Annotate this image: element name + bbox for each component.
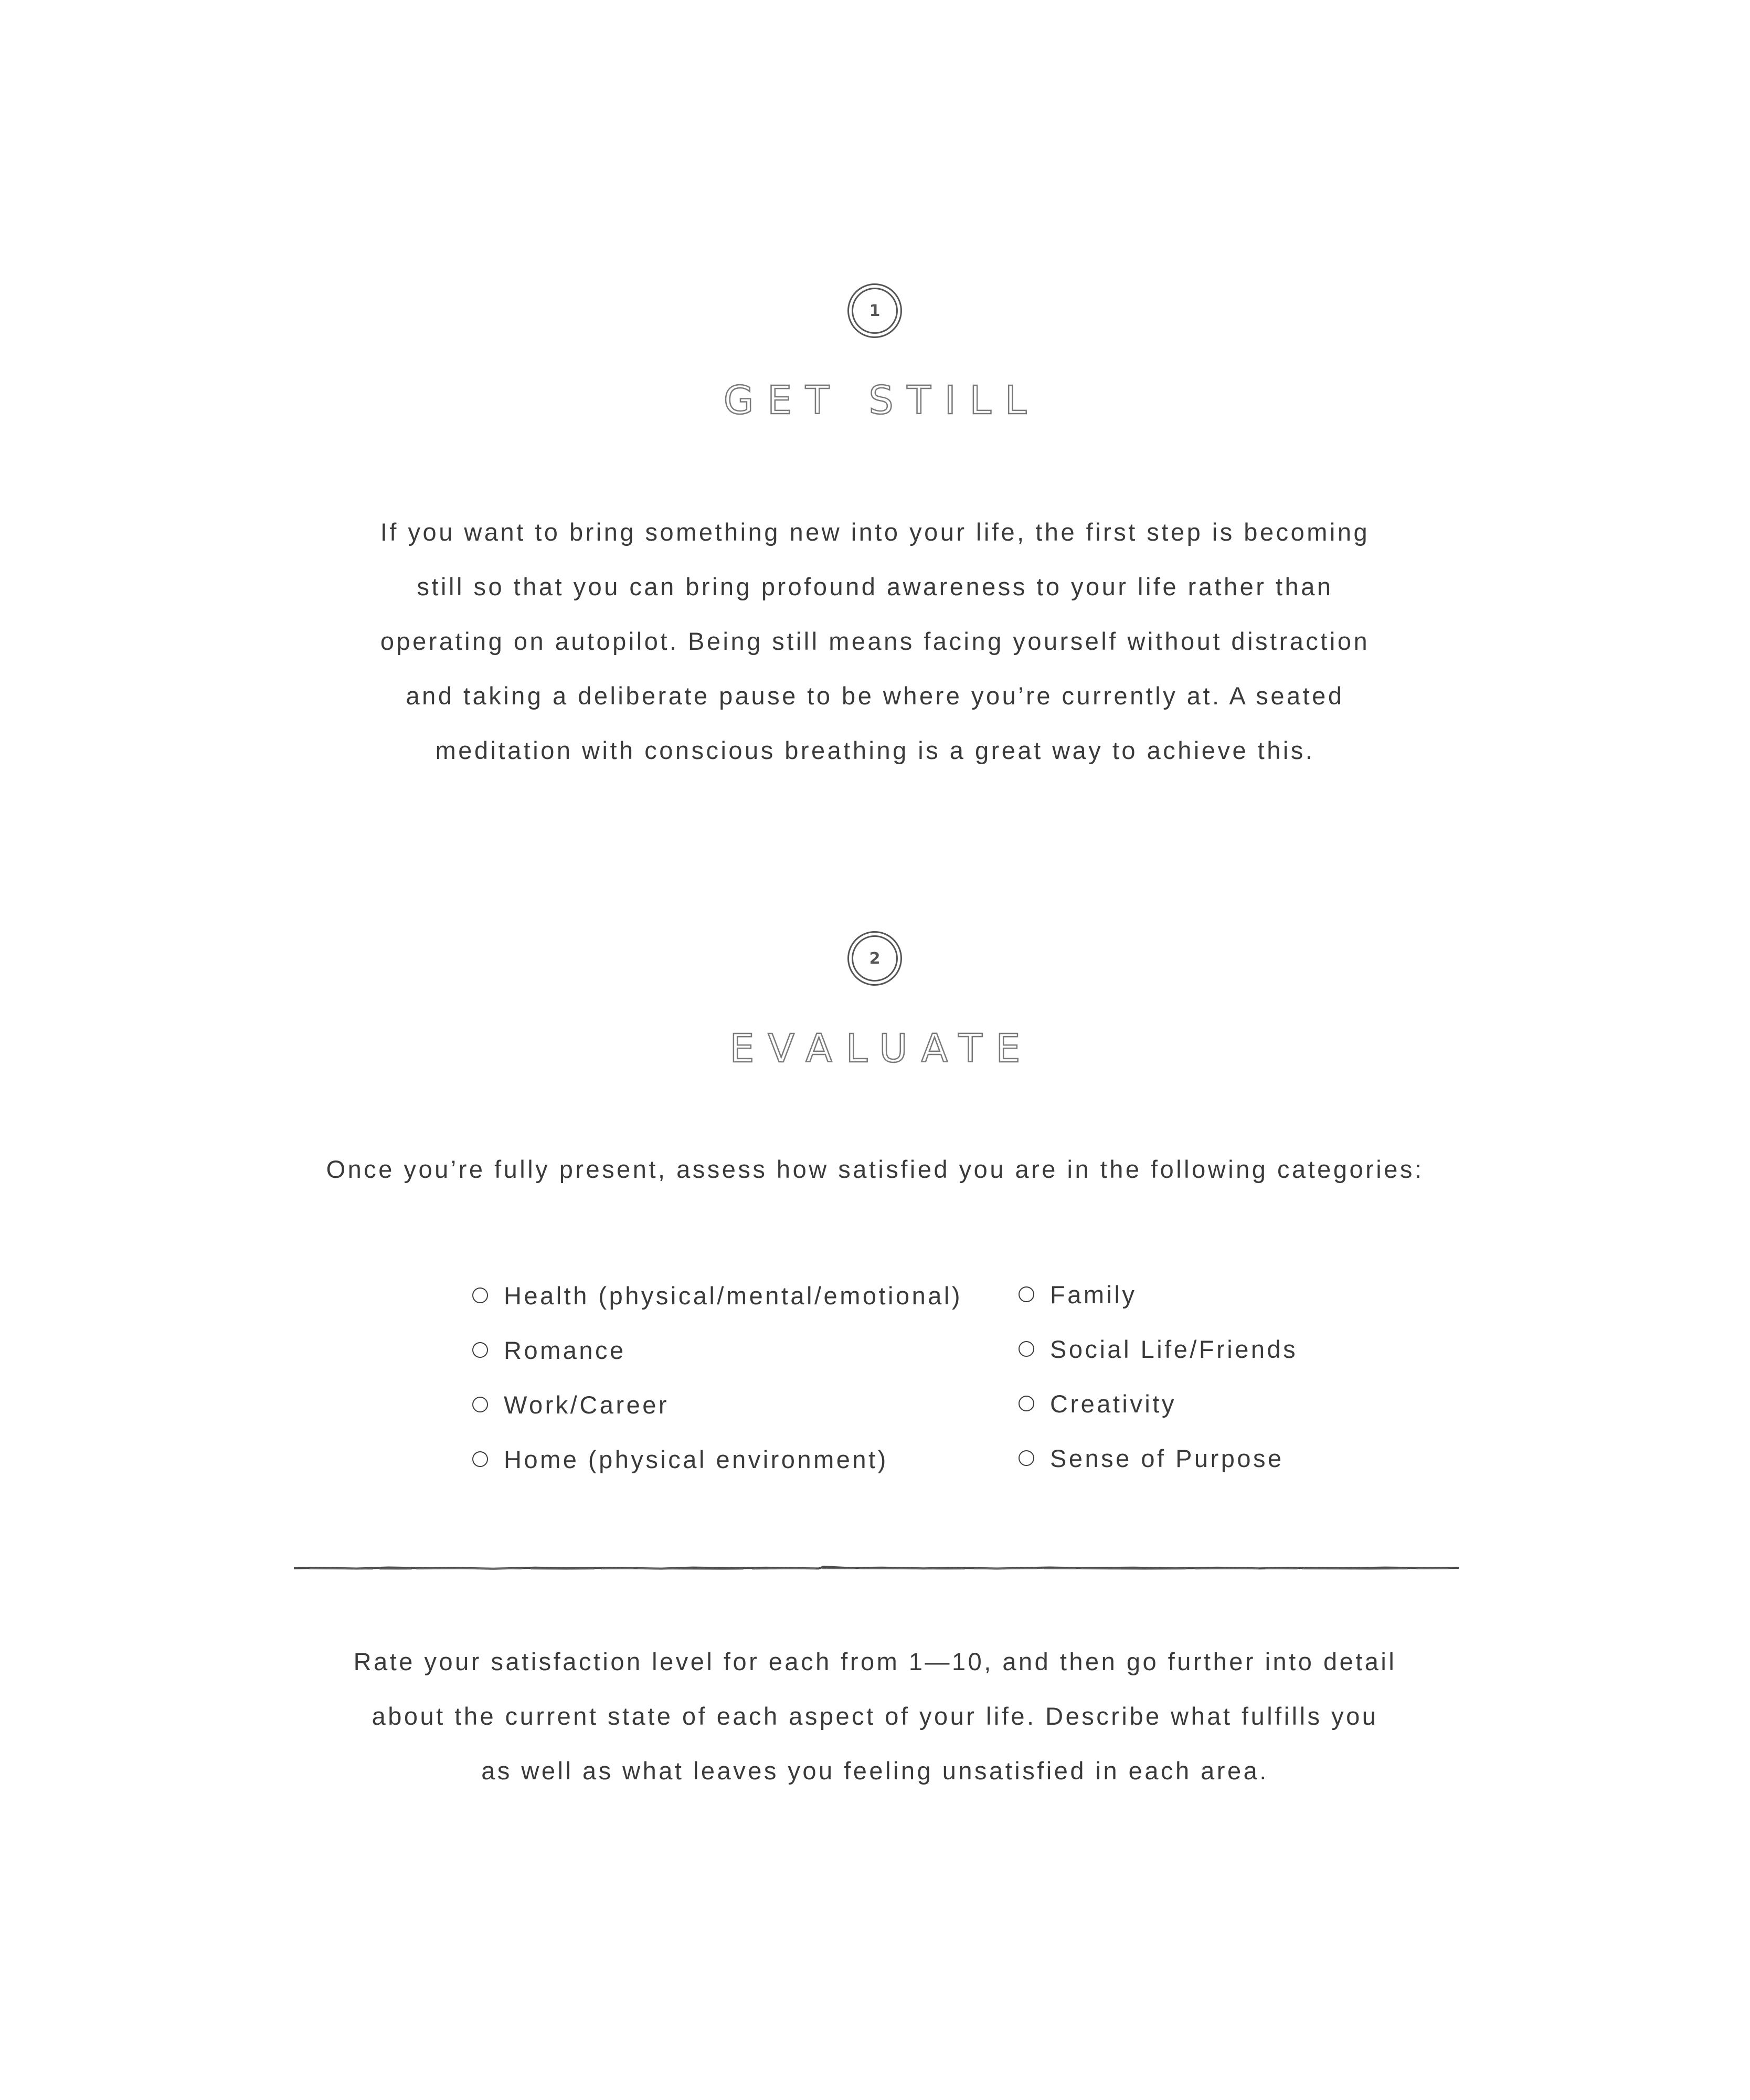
get-still-line-2: still so that you can bring profound awareness to your life rather than bbox=[417, 573, 1333, 600]
radio-circle-icon[interactable] bbox=[472, 1397, 488, 1412]
category-item[interactable] bbox=[472, 1323, 962, 1377]
closing-line-1: Rate your satisfaction level for each from 1—10, and then go further into detail bbox=[353, 1648, 1397, 1675]
category-label: Romance bbox=[504, 1336, 626, 1364]
radio-circle-icon[interactable] bbox=[1019, 1450, 1034, 1466]
radio-circle-icon[interactable] bbox=[472, 1288, 488, 1303]
category-list-left bbox=[472, 1268, 962, 1486]
step-2-badge bbox=[847, 931, 902, 986]
section-title-evaluate: EVALUATE bbox=[729, 1026, 1034, 1071]
closing-line-3: as well as what leaves you feeling unsatisfied in each area. bbox=[481, 1757, 1269, 1785]
radio-circle-icon[interactable] bbox=[472, 1451, 488, 1467]
step-1-badge bbox=[847, 283, 902, 338]
category-label: Home (physical environment) bbox=[504, 1445, 888, 1473]
radio-circle-icon[interactable] bbox=[1019, 1341, 1034, 1357]
category-item[interactable] bbox=[472, 1377, 962, 1432]
step-2-number: 2 bbox=[869, 949, 881, 968]
brush-divider bbox=[294, 1564, 1459, 1571]
evaluate-intro: Once you’re fully present, assess how satisfied you are in the following categories: bbox=[326, 1155, 1424, 1183]
category-label: Work/Career bbox=[504, 1390, 670, 1419]
radio-circle-icon[interactable] bbox=[472, 1342, 488, 1358]
category-label: Social Life/Friends bbox=[1050, 1335, 1298, 1363]
get-still-line-3: operating on autopilot. Being still means facing yourself without distraction bbox=[380, 627, 1370, 655]
category-label: Creativity bbox=[1050, 1389, 1176, 1418]
category-label: Health (physical/mental/emotional) bbox=[504, 1281, 962, 1310]
category-item[interactable] bbox=[472, 1432, 962, 1486]
get-still-line-1: If you want to bring something new into your life, the first step is becoming bbox=[380, 518, 1370, 546]
step-1-number: 1 bbox=[869, 301, 881, 320]
category-list-right bbox=[1019, 1267, 1298, 1485]
closing-line-2: about the current state of each aspect of your life. Describe what fulfills you bbox=[372, 1702, 1378, 1730]
category-item[interactable] bbox=[1019, 1431, 1298, 1485]
category-label: Sense of Purpose bbox=[1050, 1444, 1284, 1472]
category-item[interactable] bbox=[1019, 1322, 1298, 1376]
category-item[interactable] bbox=[472, 1268, 962, 1323]
category-label: Family bbox=[1050, 1280, 1137, 1308]
radio-circle-icon[interactable] bbox=[1019, 1286, 1034, 1302]
category-item[interactable] bbox=[1019, 1376, 1298, 1431]
radio-circle-icon[interactable] bbox=[1019, 1396, 1034, 1411]
section-title-get-still: GET STILL bbox=[723, 378, 1041, 423]
get-still-line-5: meditation with conscious breathing is a great way to achieve this. bbox=[435, 736, 1315, 764]
category-item[interactable] bbox=[1019, 1267, 1298, 1322]
get-still-line-4: and taking a deliberate pause to be where you’re currently at. A seated bbox=[406, 682, 1344, 710]
